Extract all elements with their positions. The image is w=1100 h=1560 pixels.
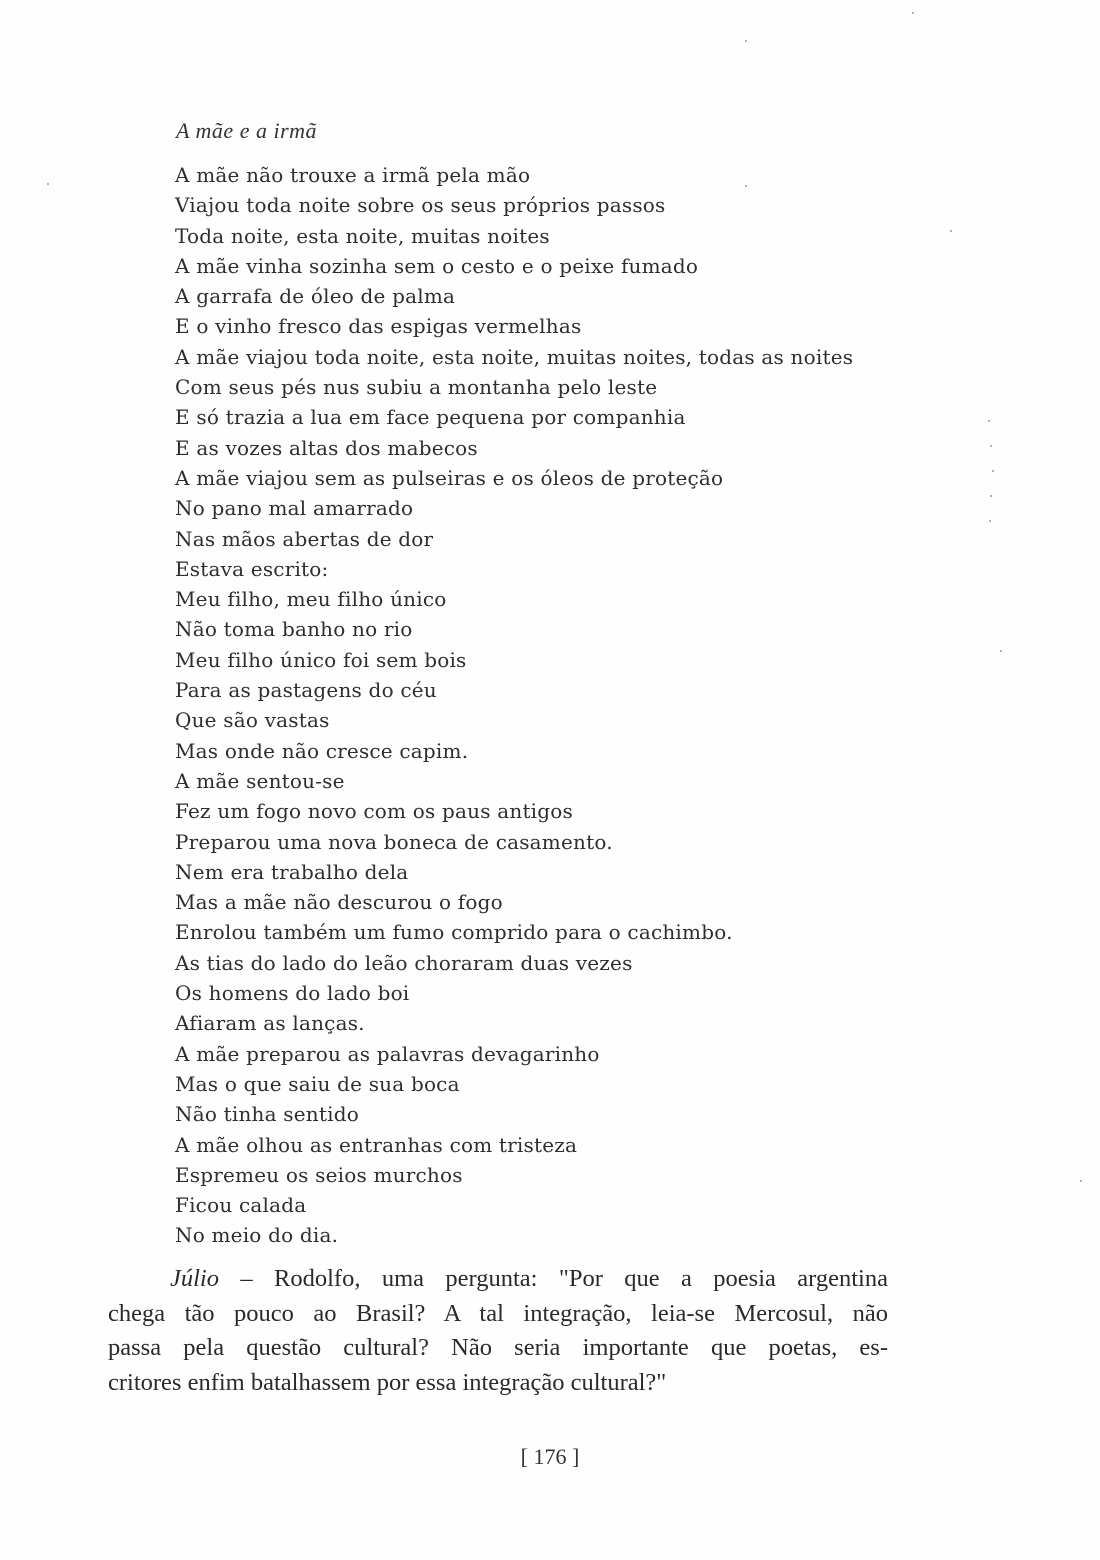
poem-line: Meu filho único foi sem bois — [175, 647, 467, 672]
poem-line: Afiaram as lanças. — [175, 1011, 365, 1036]
scan-speck — [990, 495, 992, 497]
poem-line: Com seus pés nus subiu a montanha pelo leste — [175, 375, 658, 400]
scan-speck — [1080, 1180, 1082, 1182]
poem-line: Nas mãos abertas de dor — [175, 526, 434, 551]
poem-line: E só trazia a lua em face pequena por companhia — [175, 405, 686, 430]
dialogue-paragraph — [108, 1262, 888, 1400]
page-number: [ 176 ] — [520, 1444, 580, 1469]
poem-body — [175, 160, 853, 1251]
speaker-name: Júlio — [170, 1265, 219, 1292]
poem-line: A mãe vinha sozinha sem o cesto e o peixe fumado — [175, 253, 699, 278]
scan-speck — [990, 445, 992, 447]
poem-line: Viajou toda noite sobre os seus próprios passos — [175, 193, 666, 218]
poem-line: Preparou uma nova boneca de casamento. — [175, 829, 613, 854]
poem-line: A mãe viajou sem as pulseiras e os óleos de proteção — [175, 465, 724, 490]
poem-line: Os homens do lado boi — [175, 981, 410, 1006]
dialogue-line — [108, 1262, 888, 1297]
scan-speck — [745, 185, 747, 187]
scan-speck — [47, 183, 49, 185]
poem-line: Toda noite, esta noite, muitas noites — [175, 223, 550, 248]
poem-line: Enrolou também um fumo comprido para o cachimbo. — [175, 920, 733, 945]
scan-speck — [950, 230, 952, 232]
dialogue-line: passa pela questão cultural? Não seria importante que poetas, es- — [108, 1334, 888, 1361]
poem-line: A mãe viajou toda noite, esta noite, muitas noites, todas as noites — [175, 344, 854, 369]
poem-title: A mãe e a irmã — [176, 118, 318, 143]
poem-line: Não toma banho no rio — [175, 617, 413, 642]
scan-speck — [988, 420, 990, 422]
poem-line: Não tinha sentido — [175, 1102, 359, 1127]
poem-line: Estava escrito: — [175, 556, 329, 581]
dialogue-text: – Rodolfo, uma pergunta: "Por que a poesia argentina — [219, 1265, 888, 1292]
dialogue-line: chega tão pouco ao Brasil? A tal integração, leia-se Mercosul, não — [108, 1299, 888, 1327]
poem-line: A garrafa de óleo de palma — [175, 284, 456, 309]
poem-line: As tias do lado do leão choraram duas vezes — [175, 950, 633, 975]
poem-line: Fez um fogo novo com os paus antigos — [175, 799, 573, 824]
poem-line: A mãe não trouxe a irmã pela mão — [175, 163, 531, 187]
poem-line: E as vozes altas dos mabecos — [175, 435, 478, 460]
poem-line: Nem era trabalho dela — [175, 859, 409, 884]
poem-line: Que são vastas — [175, 708, 330, 733]
poem-line: Mas a mãe não descurou o fogo — [175, 890, 503, 915]
scan-speck — [745, 40, 747, 42]
poem-line: A mãe preparou as palavras devagarinho — [175, 1041, 600, 1066]
poem-line: Espremeu os seios murchos — [175, 1162, 463, 1187]
poem-line: E o vinho fresco das espigas vermelhas — [175, 314, 582, 339]
scan-speck — [912, 12, 914, 14]
scan-speck — [989, 520, 991, 522]
poem-line: Ficou calada — [175, 1193, 307, 1218]
scan-speck — [1000, 650, 1002, 652]
poem-line: Para as pastagens do céu — [175, 678, 437, 703]
poem-line: Mas onde não cresce capim. — [175, 738, 469, 763]
poem-line: No pano mal amarrado — [175, 496, 414, 521]
poem-line: A mãe olhou as entranhas com tristeza — [175, 1132, 578, 1157]
poem-line: A mãe sentou-se — [175, 768, 345, 793]
poem-line: No meio do dia. — [175, 1223, 339, 1248]
poem-line: Meu filho, meu filho único — [175, 587, 447, 612]
dialogue-line: critores enfim batalhassem por essa integração cultural?" — [108, 1368, 667, 1396]
scan-speck — [992, 470, 994, 472]
poem-line: Mas o que saiu de sua boca — [175, 1071, 460, 1096]
